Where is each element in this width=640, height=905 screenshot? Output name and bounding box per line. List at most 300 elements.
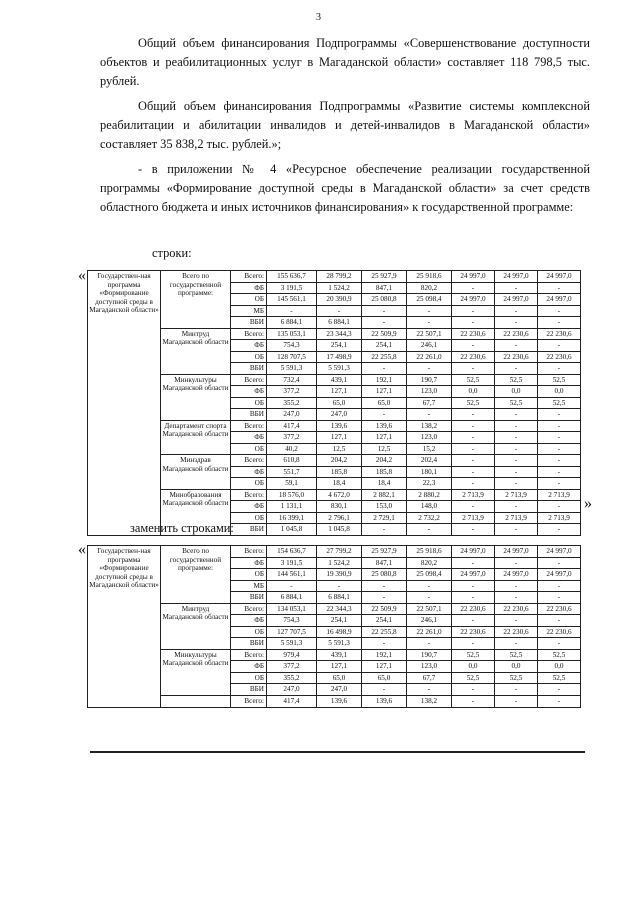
value-cell: 192,1 — [362, 374, 407, 386]
value-cell: 2 882,1 — [362, 489, 407, 501]
value-cell: 2 713,9 — [495, 489, 538, 501]
value-cell: 127,1 — [317, 386, 362, 398]
value-cell: - — [407, 305, 452, 317]
value-cell: 25 918,6 — [407, 271, 452, 283]
value-cell: 254,1 — [317, 340, 362, 352]
value-cell: 65,0 — [362, 397, 407, 409]
value-cell: 25 927,9 — [362, 546, 407, 558]
value-cell: 123,0 — [407, 386, 452, 398]
source-cell: ОБ — [231, 512, 267, 524]
value-cell: 18,4 — [362, 478, 407, 490]
source-cell: ВБИ — [231, 409, 267, 421]
label-rows: строки: — [152, 246, 192, 260]
value-cell: 0,0 — [452, 386, 495, 398]
value-cell: 185,8 — [362, 466, 407, 478]
value-cell: 127,1 — [317, 661, 362, 673]
value-cell: 127,1 — [362, 432, 407, 444]
value-cell: 28 799,2 — [317, 271, 362, 283]
value-cell: 24 997,0 — [452, 294, 495, 306]
value-cell: - — [495, 443, 538, 455]
value-cell: - — [538, 557, 581, 569]
value-cell: 5 591,3 — [317, 638, 362, 650]
value-cell: - — [495, 363, 538, 375]
value-cell: 0,0 — [538, 661, 581, 673]
value-cell: - — [495, 580, 538, 592]
value-cell: - — [452, 501, 495, 513]
source-cell: ВБИ — [231, 592, 267, 604]
value-cell: - — [538, 420, 581, 432]
value-cell: - — [407, 524, 452, 536]
value-cell: 254,1 — [362, 615, 407, 627]
source-cell: Всего: — [231, 649, 267, 661]
value-cell: 52,5 — [452, 672, 495, 684]
value-cell: 22 344,3 — [317, 603, 362, 615]
source-cell: Всего: — [231, 455, 267, 467]
value-cell: - — [538, 443, 581, 455]
value-cell: - — [495, 501, 538, 513]
value-cell: 247,0 — [267, 409, 317, 421]
value-cell: 52,5 — [452, 374, 495, 386]
value-cell: 24 997,0 — [538, 569, 581, 581]
executor-cell: Минздрав Магаданской области — [161, 455, 231, 490]
source-cell: ВБИ — [231, 317, 267, 329]
value-cell: 2 729,1 — [362, 512, 407, 524]
value-cell: - — [495, 420, 538, 432]
value-cell: 2 713,9 — [538, 512, 581, 524]
value-cell: - — [452, 363, 495, 375]
value-cell: - — [495, 282, 538, 294]
value-cell: 127,1 — [362, 386, 407, 398]
value-cell: 22 230,6 — [495, 626, 538, 638]
value-cell: 127,1 — [362, 661, 407, 673]
value-cell: - — [362, 580, 407, 592]
value-cell: 5 591,3 — [267, 638, 317, 650]
value-cell: - — [495, 557, 538, 569]
value-cell: - — [452, 432, 495, 444]
table-row — [88, 603, 581, 615]
value-cell: - — [452, 409, 495, 421]
value-cell: - — [267, 305, 317, 317]
value-cell: 2 713,9 — [452, 489, 495, 501]
value-cell: - — [452, 524, 495, 536]
paragraph-subprogram-accessibility: Общий объем финансирования Подпрограммы «Совершенствование доступности объектов и реабилитационных услуг в Магаданской области» составляет 118 798,5 тыс. рублей. — [100, 36, 590, 88]
quote-open-table2: « — [78, 541, 86, 558]
executor-cell: Минтруд Магаданской области — [161, 603, 231, 649]
source-cell: ОБ — [231, 397, 267, 409]
value-cell: 65,0 — [317, 672, 362, 684]
value-cell: 19 390,9 — [317, 569, 362, 581]
value-cell: 190,7 — [407, 374, 452, 386]
value-cell: - — [495, 615, 538, 627]
value-cell: 52,5 — [495, 374, 538, 386]
value-cell: 204,2 — [362, 455, 407, 467]
source-cell: ОБ — [231, 672, 267, 684]
value-cell: 1 524,2 — [317, 282, 362, 294]
value-cell: 355,2 — [267, 397, 317, 409]
value-cell: 25 098,4 — [407, 569, 452, 581]
value-cell: 127 707,5 — [267, 626, 317, 638]
value-cell: - — [495, 317, 538, 329]
value-cell: 52,5 — [495, 397, 538, 409]
value-cell: - — [538, 478, 581, 490]
table-row — [88, 374, 581, 386]
value-cell: 22 230,6 — [452, 603, 495, 615]
value-cell: 52,5 — [538, 397, 581, 409]
quote-close-table1: » — [584, 495, 592, 512]
value-cell: - — [538, 592, 581, 604]
value-cell: - — [495, 524, 538, 536]
value-cell: 0,0 — [452, 661, 495, 673]
value-cell: 12,5 — [317, 443, 362, 455]
value-cell: - — [362, 363, 407, 375]
executor-cell — [161, 695, 231, 708]
value-cell: - — [452, 615, 495, 627]
value-cell: 154 636,7 — [267, 546, 317, 558]
value-cell: 12,5 — [362, 443, 407, 455]
value-cell: 1 045,8 — [317, 524, 362, 536]
value-cell: 22 509,9 — [362, 603, 407, 615]
executor-cell: Всего по государственной программе: — [161, 546, 231, 604]
table-row — [88, 455, 581, 467]
value-cell: 65,0 — [317, 397, 362, 409]
value-cell: 24 997,0 — [538, 271, 581, 283]
value-cell: - — [362, 684, 407, 696]
value-cell: 1 045,8 — [267, 524, 317, 536]
source-cell: ОБ — [231, 478, 267, 490]
value-cell: 247,0 — [317, 409, 362, 421]
value-cell: - — [538, 466, 581, 478]
value-cell: 355,2 — [267, 672, 317, 684]
value-cell: - — [452, 420, 495, 432]
value-cell: - — [452, 466, 495, 478]
source-cell: ФБ — [231, 615, 267, 627]
source-cell: ОБ — [231, 569, 267, 581]
value-cell: - — [452, 340, 495, 352]
value-cell: 22 261,0 — [407, 351, 452, 363]
value-cell: - — [538, 282, 581, 294]
value-cell: 0,0 — [495, 661, 538, 673]
value-cell: - — [538, 305, 581, 317]
source-cell: ФБ — [231, 386, 267, 398]
value-cell: 40,2 — [267, 443, 317, 455]
value-cell: 1 131,1 — [267, 501, 317, 513]
value-cell: 139,6 — [362, 420, 407, 432]
program-name-cell: Государствен-ная программа «Формирование доступной среды в Магаданской области» — [88, 546, 161, 708]
value-cell: - — [495, 340, 538, 352]
value-cell: - — [452, 478, 495, 490]
table-row — [88, 546, 581, 558]
value-cell: 2 713,9 — [538, 489, 581, 501]
value-cell: - — [407, 363, 452, 375]
value-cell: - — [538, 340, 581, 352]
value-cell: 123,0 — [407, 661, 452, 673]
value-cell: 67,7 — [407, 397, 452, 409]
value-cell: 123,0 — [407, 432, 452, 444]
paragraph-appendix-4: - в приложении № 4 «Ресурсное обеспечение реализации государственной программы «Формирование доступной среды в Магаданской области» за счет средств областного бюджета и иных источников финансирования» к государственной программе: — [100, 162, 590, 214]
value-cell: 0,0 — [495, 386, 538, 398]
value-cell: 22 507,1 — [407, 603, 452, 615]
value-cell: - — [452, 305, 495, 317]
value-cell: 22 230,6 — [452, 626, 495, 638]
value-cell: 254,1 — [362, 340, 407, 352]
value-cell: - — [317, 580, 362, 592]
value-cell: 52,5 — [538, 374, 581, 386]
value-cell: 22 230,6 — [538, 351, 581, 363]
value-cell: - — [362, 524, 407, 536]
source-cell: ВБИ — [231, 524, 267, 536]
table-row — [88, 271, 581, 283]
value-cell: 52,5 — [538, 672, 581, 684]
value-cell: 22 230,6 — [538, 603, 581, 615]
value-cell: - — [538, 363, 581, 375]
value-cell: 67,7 — [407, 672, 452, 684]
value-cell: 22 230,6 — [452, 351, 495, 363]
value-cell: 551,7 — [267, 466, 317, 478]
value-cell: - — [362, 638, 407, 650]
value-cell: 144 561,1 — [267, 569, 317, 581]
value-cell: 732,4 — [267, 374, 317, 386]
source-cell: Всего: — [231, 271, 267, 283]
executor-cell: Минкультуры Магаданской области — [161, 649, 231, 695]
funding-table-old — [87, 270, 581, 536]
value-cell: 180,1 — [407, 466, 452, 478]
source-cell: Всего: — [231, 374, 267, 386]
source-cell: ОБ — [231, 294, 267, 306]
value-cell: 22 230,6 — [495, 603, 538, 615]
value-cell: 139,6 — [317, 695, 362, 708]
value-cell: - — [538, 524, 581, 536]
value-cell: 24 997,0 — [452, 546, 495, 558]
value-cell: - — [452, 455, 495, 467]
value-cell: 6 884,1 — [267, 592, 317, 604]
value-cell: 52,5 — [452, 649, 495, 661]
value-cell: 2 732,2 — [407, 512, 452, 524]
value-cell: 65,0 — [362, 672, 407, 684]
value-cell: 22 230,6 — [495, 328, 538, 340]
table-row — [88, 420, 581, 432]
table-row — [88, 649, 581, 661]
value-cell: 22 509,9 — [362, 328, 407, 340]
value-cell: 417,4 — [267, 695, 317, 708]
value-cell: 155 636,7 — [267, 271, 317, 283]
value-cell: - — [452, 443, 495, 455]
value-cell: 18,4 — [317, 478, 362, 490]
value-cell: 2 796,1 — [317, 512, 362, 524]
value-cell: 247,0 — [267, 684, 317, 696]
value-cell: - — [362, 409, 407, 421]
value-cell: - — [267, 580, 317, 592]
value-cell: - — [495, 409, 538, 421]
value-cell: - — [452, 638, 495, 650]
value-cell: - — [452, 557, 495, 569]
source-cell: ФБ — [231, 661, 267, 673]
value-cell: 190,7 — [407, 649, 452, 661]
executor-cell: Минобразования Магаданской области — [161, 489, 231, 535]
value-cell: 377,2 — [267, 661, 317, 673]
value-cell: 127,1 — [317, 432, 362, 444]
value-cell: - — [495, 305, 538, 317]
value-cell: - — [452, 592, 495, 604]
value-cell: - — [495, 466, 538, 478]
value-cell: - — [538, 317, 581, 329]
value-cell: 22 507,1 — [407, 328, 452, 340]
value-cell: - — [452, 282, 495, 294]
source-cell: ОБ — [231, 626, 267, 638]
value-cell: 25 080,8 — [362, 294, 407, 306]
value-cell: 24 997,0 — [495, 294, 538, 306]
funding-table-new — [87, 545, 581, 708]
value-cell: 830,1 — [317, 501, 362, 513]
value-cell: 139,6 — [317, 420, 362, 432]
executor-cell: Всего по государственной программе: — [161, 271, 231, 329]
value-cell: 148,0 — [407, 501, 452, 513]
label-replace-with-rows: заменить строками: — [130, 521, 234, 535]
bottom-rule — [90, 751, 585, 753]
value-cell: - — [538, 695, 581, 708]
source-cell: ВБИ — [231, 638, 267, 650]
value-cell: - — [452, 580, 495, 592]
source-cell: ФБ — [231, 557, 267, 569]
value-cell: 24 997,0 — [538, 546, 581, 558]
table-row — [88, 489, 581, 501]
source-cell: Всего: — [231, 695, 267, 708]
value-cell: 24 997,0 — [495, 546, 538, 558]
value-cell: 25 080,8 — [362, 569, 407, 581]
value-cell: 24 997,0 — [452, 271, 495, 283]
value-cell: - — [495, 695, 538, 708]
value-cell: - — [538, 580, 581, 592]
value-cell: 4 672,0 — [317, 489, 362, 501]
source-cell: Всего: — [231, 489, 267, 501]
source-cell: ФБ — [231, 282, 267, 294]
value-cell: - — [407, 317, 452, 329]
value-cell: 16 399,1 — [267, 512, 317, 524]
value-cell: 145 561,1 — [267, 294, 317, 306]
table-row — [88, 695, 581, 708]
value-cell: 6 884,1 — [317, 592, 362, 604]
value-cell: - — [495, 455, 538, 467]
value-cell: 24 997,0 — [495, 271, 538, 283]
value-cell: 52,5 — [495, 649, 538, 661]
value-cell: - — [495, 638, 538, 650]
quote-open-table1: « — [78, 267, 86, 284]
value-cell: 820,2 — [407, 557, 452, 569]
value-cell: 2 713,9 — [452, 512, 495, 524]
value-cell: 52,5 — [452, 397, 495, 409]
value-cell: 246,1 — [407, 615, 452, 627]
source-cell: ФБ — [231, 501, 267, 513]
source-cell: Всего: — [231, 420, 267, 432]
value-cell: - — [362, 592, 407, 604]
value-cell: 59,1 — [267, 478, 317, 490]
value-cell: 185,8 — [317, 466, 362, 478]
value-cell: 24 997,0 — [495, 569, 538, 581]
value-cell: - — [407, 580, 452, 592]
value-cell: 52,5 — [538, 649, 581, 661]
value-cell: - — [538, 409, 581, 421]
value-cell: 20 390,9 — [317, 294, 362, 306]
program-name-cell: Государствен-ная программа «Формирование доступной среды в Магаданской области» — [88, 271, 161, 536]
value-cell: 5 591,3 — [317, 363, 362, 375]
value-cell: 52,5 — [495, 672, 538, 684]
value-cell: 22 230,6 — [538, 626, 581, 638]
value-cell: - — [407, 592, 452, 604]
value-cell: 377,2 — [267, 386, 317, 398]
source-cell: МБ — [231, 580, 267, 592]
executor-cell: Минтруд Магаданской области — [161, 328, 231, 374]
value-cell: 439,1 — [317, 374, 362, 386]
value-cell: - — [495, 592, 538, 604]
value-cell: 6 884,1 — [267, 317, 317, 329]
value-cell: 22 230,6 — [452, 328, 495, 340]
value-cell: - — [362, 305, 407, 317]
value-cell: 18 576,0 — [267, 489, 317, 501]
source-cell: ВБИ — [231, 363, 267, 375]
value-cell: 754,3 — [267, 615, 317, 627]
value-cell: 135 053,1 — [267, 328, 317, 340]
value-cell: 377,2 — [267, 432, 317, 444]
value-cell: 15,2 — [407, 443, 452, 455]
value-cell: - — [538, 432, 581, 444]
value-cell: 22 230,6 — [495, 351, 538, 363]
value-cell: 192,1 — [362, 649, 407, 661]
value-cell: 138,2 — [407, 420, 452, 432]
value-cell: - — [407, 409, 452, 421]
table-row — [88, 328, 581, 340]
source-cell: ФБ — [231, 466, 267, 478]
value-cell: 22 255,8 — [362, 351, 407, 363]
value-cell: 6 884,1 — [317, 317, 362, 329]
value-cell: 439,1 — [317, 649, 362, 661]
value-cell: 25 927,9 — [362, 271, 407, 283]
value-cell: 3 191,5 — [267, 557, 317, 569]
value-cell: 1 524,2 — [317, 557, 362, 569]
value-cell: 202,4 — [407, 455, 452, 467]
source-cell: Всего: — [231, 603, 267, 615]
value-cell: 847,1 — [362, 557, 407, 569]
value-cell: - — [495, 432, 538, 444]
value-cell: 2 880,2 — [407, 489, 452, 501]
source-cell: МБ — [231, 305, 267, 317]
source-cell: ВБИ — [231, 684, 267, 696]
value-cell: - — [495, 478, 538, 490]
value-cell: 22 255,8 — [362, 626, 407, 638]
executor-cell: Минкультуры Магаданской области — [161, 374, 231, 420]
value-cell: - — [538, 501, 581, 513]
page-number: 3 — [316, 12, 321, 23]
value-cell: - — [538, 638, 581, 650]
value-cell: 820,2 — [407, 282, 452, 294]
value-cell: 246,1 — [407, 340, 452, 352]
value-cell: - — [538, 684, 581, 696]
value-cell: 25 918,6 — [407, 546, 452, 558]
value-cell: - — [362, 317, 407, 329]
source-cell: Всего: — [231, 328, 267, 340]
value-cell: - — [452, 684, 495, 696]
value-cell: 23 344,3 — [317, 328, 362, 340]
value-cell: 610,8 — [267, 455, 317, 467]
value-cell: 5 591,3 — [267, 363, 317, 375]
value-cell: 847,1 — [362, 282, 407, 294]
value-cell: - — [538, 615, 581, 627]
value-cell: 16 498,9 — [317, 626, 362, 638]
value-cell: 138,2 — [407, 695, 452, 708]
value-cell: - — [452, 317, 495, 329]
value-cell: 24 997,0 — [538, 294, 581, 306]
value-cell: 2 713,9 — [495, 512, 538, 524]
value-cell: 0,0 — [538, 386, 581, 398]
value-cell: - — [407, 638, 452, 650]
